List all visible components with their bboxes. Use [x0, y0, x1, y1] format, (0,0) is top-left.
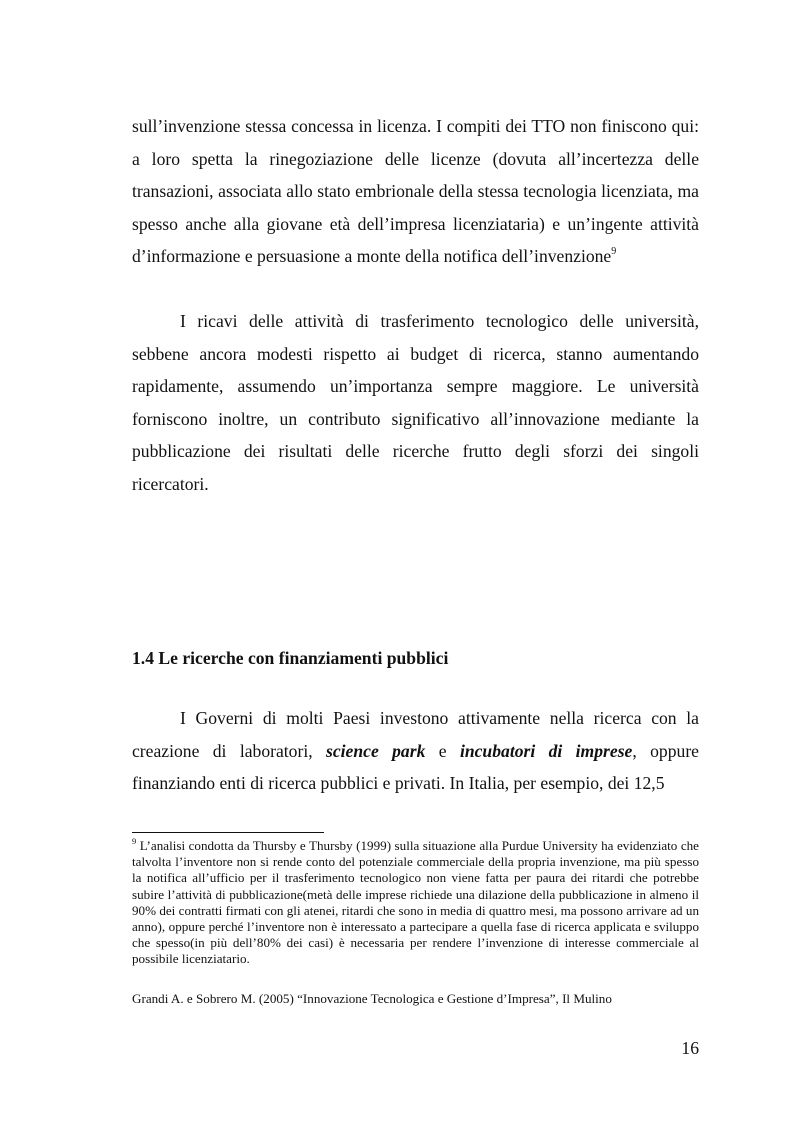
paragraph-continuation-text: sull’invenzione stessa concessa in licenza. I compiti dei TTO non finiscono qui: a loro spetta la rinegoziazione delle licenze (dovuta all’incertezza delle transazioni, associata allo stato embrionale della stessa tecnologia licenziata, ma spesso anche alla giovane età dell’impresa licenziataria) e un’ingente attività d’informazione e persuasione a monte della notifica dell’invenzione [132, 116, 699, 267]
paragraph-university-revenues-text: I ricavi delle attività di trasferimento tecnologico delle università, sebbene ancora modesti rispetto ai budget di ricerca, stanno aumentando rapidamente, assumendo un’importanza sempre maggiore. Le università forniscono inoltre, un contributo significativo all’innovazione mediante la pubblicazione dei risultati delle ricerche frutto degli sforzi dei singoli ricercatori. [132, 311, 699, 494]
footnote-reference-9[interactable]: 9 [611, 245, 617, 257]
paragraph-public-funding [132, 702, 699, 800]
footnote-citation: Grandi A. e Sobrero M. (2005) “Innovazione Tecnologica e Gestione d’Impresa”, Il Mulino [132, 991, 612, 1006]
paragraph-university-revenues [132, 305, 699, 501]
emphasis-science-park: science park [326, 740, 426, 761]
footnote-separator [132, 832, 324, 833]
footnote-9 [132, 835, 699, 968]
footnote-text: L’analisi condotta da Thursby e Thursby (1999) sulla situazione alla Purdue University ha evidenziato che talvolta l’inventore non si rende conto del potenziale commerciale della propria invenzione, ma più spesso la notifica all’ufficio per il trasferimento tecnologico non viene fatta per paura dei ritardi che potrebbe subire l’attività di pubblicazione(metà delle imprese richiede una dilazione della pubblicazione in almeno il 90% dei contratti firmati con gli atenei, ritardi che sono in media di quattro mesi, ma possono arrivare ad un anno), oppure perché l’inventore non è interessato a partecipare a quella fase di ricerca applicata e sviluppo che spesso(in più dell’80% dei casi) è necessaria per rendere l’invenzione di interesse commerciale al possibile licenziatario. [132, 838, 699, 967]
page-number: 16 [681, 1038, 699, 1058]
paragraph-public-funding-text-2: e [425, 740, 460, 761]
footnote-number: 9 [132, 835, 137, 846]
section-heading: 1.4 Le ricerche con finanziamenti pubblici [132, 648, 449, 668]
emphasis-incubatori-di-imprese: incubatori di imprese [459, 740, 633, 761]
paragraph-continuation [132, 110, 699, 273]
paragraph-public-funding-text-1: I Governi di molti Paesi investono attivamente nella ricerca con la creazione di laboratori, [132, 708, 699, 761]
paragraph-public-funding-text-3: , oppure finanziando enti di ricerca pubblici e privati. In Italia, per esempio, dei 12,5 [132, 740, 699, 794]
